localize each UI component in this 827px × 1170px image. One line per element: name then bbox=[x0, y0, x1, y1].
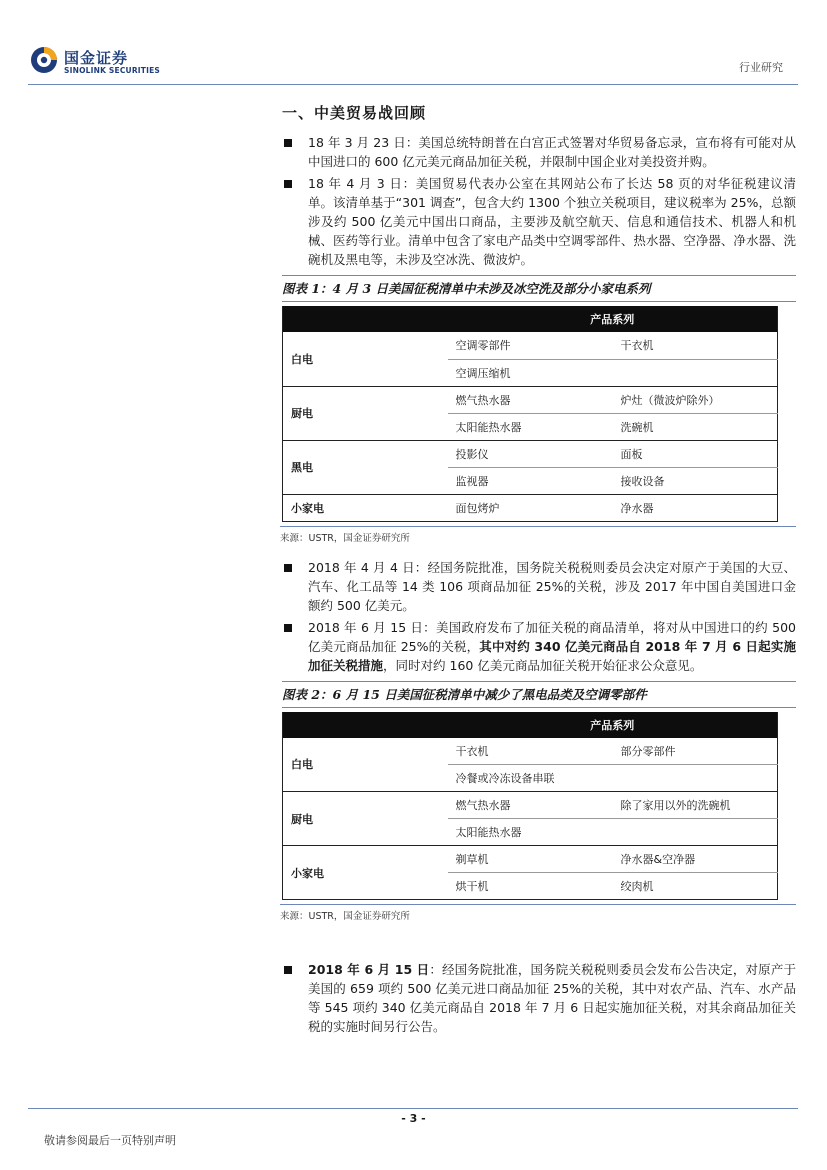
table-cell bbox=[613, 359, 778, 386]
table-row bbox=[283, 494, 778, 521]
table-cell: 面包烤炉 bbox=[448, 494, 613, 521]
category-cell: 厨电 bbox=[283, 792, 448, 846]
category-cell: 厨电 bbox=[283, 386, 448, 440]
logo-chinese-name: 国金证券 bbox=[64, 49, 129, 67]
table-row bbox=[283, 792, 778, 819]
figure-1-table bbox=[282, 306, 778, 522]
figure-2-table bbox=[282, 712, 778, 901]
bullet-item: 18 年 4 月 3 日：美国贸易代表办公室在其网站公布了长达 58 页的对华征税建议清单。该清单基于“301 调查”，包含大约 1300 个独立关税项目，建议税率为 25%，总额涉及约 500 亿美元中国出口商品，主要涉及航空航天、信息和通信技术、机器人和机械、医药等行业。清单中包含了家电产品类中空调零部件、热水器、空净器、净水器、洗碗机及黑电等，未涉及空冰洗、微波炉。 bbox=[282, 174, 796, 269]
bullet-text: ：经国务院批准，国务院关税税则委员会发布公告决定，对原产于美国的 659 项约 500 亿美元进口商品加征 25%的关税，其中对农产品、汽车、水产品等 545 项约 340 亿美元商品自 2018 年 7 月 6 日起实施加征关税，对其余商品加征关税的实施时间另行公告。 bbox=[308, 962, 796, 1034]
page-header bbox=[0, 0, 827, 92]
table-row bbox=[283, 386, 778, 413]
table-cell: 干衣机 bbox=[448, 738, 613, 765]
figure-2-source: 来源：USTR，国金证券研究所 bbox=[280, 904, 796, 922]
table-header-blank bbox=[283, 306, 448, 332]
table-cell bbox=[613, 819, 778, 846]
table-cell: 净水器 bbox=[613, 494, 778, 521]
disclaimer-note: 敬请参阅最后一页特别声明 bbox=[44, 1134, 176, 1147]
page-number: - 3 - bbox=[401, 1112, 426, 1125]
table-cell: 太阳能热水器 bbox=[448, 819, 613, 846]
table-cell: 投影仪 bbox=[448, 440, 613, 467]
table-cell: 燃气热水器 bbox=[448, 792, 613, 819]
table-cell: 洗碗机 bbox=[613, 413, 778, 440]
logo-english-name: SINOLINK SECURITIES bbox=[64, 66, 161, 75]
table-cell: 空调零部件 bbox=[448, 332, 613, 359]
table-cell: 炉灶（微波炉除外） bbox=[613, 386, 778, 413]
table-cell: 绞肉机 bbox=[613, 873, 778, 900]
bullet-item bbox=[282, 558, 796, 615]
bullet-item: 18 年 3 月 23 日：美国总统特朗普在白宫正式签署对华贸易备忘录，宣布将有可能对从中国进口的 600 亿元美元商品加征关税，并限制中国企业对美投资并购。 bbox=[282, 133, 796, 171]
category-cell: 小家电 bbox=[283, 846, 448, 900]
section-title: 一、中美贸易战回顾 bbox=[282, 104, 427, 122]
bullet-bold-text: 2018 年 6 月 15 日 bbox=[308, 962, 430, 977]
bullet-item bbox=[282, 618, 796, 675]
table-cell: 面板 bbox=[613, 440, 778, 467]
figure-2-title: 图表 2：6 月 15 日美国征税清单中减少了黑电品类及空调零部件 bbox=[282, 681, 796, 708]
bullet-item bbox=[282, 960, 796, 1036]
company-logo bbox=[30, 46, 170, 78]
table-cell: 剃草机 bbox=[448, 846, 613, 873]
bullet-bold-text: 其中对约 340 亿美元商品自 2018 年 7 月 6 日起实施加征关税措施 bbox=[308, 638, 796, 673]
table-row bbox=[283, 846, 778, 873]
table-row bbox=[283, 738, 778, 765]
report-type: 行业研究 bbox=[739, 61, 783, 74]
category-cell: 白电 bbox=[283, 332, 448, 386]
table-cell: 燃气热水器 bbox=[448, 386, 613, 413]
sinolink-logo-icon bbox=[30, 46, 58, 74]
table-cell: 净水器&空净器 bbox=[613, 846, 778, 873]
footer-divider bbox=[28, 1108, 798, 1109]
category-cell: 白电 bbox=[283, 738, 448, 792]
table-row bbox=[283, 440, 778, 467]
main-content bbox=[282, 100, 796, 1039]
table-cell: 监视器 bbox=[448, 467, 613, 494]
bullet-text: 2018 年 4 月 4 日：经国务院批准，国务院关税税则委员会决定对原产于美国的大豆、汽车、化工品等 14 类 106 项商品加征 25%的关税，涉及 2017 年中国自美国进口金额约 500 亿美元。 bbox=[308, 559, 796, 613]
table-row bbox=[283, 332, 778, 359]
table-cell: 部分零部件 bbox=[613, 738, 778, 765]
category-cell: 黑电 bbox=[283, 440, 448, 494]
table-cell bbox=[613, 765, 778, 792]
bullet-text: ，同时对约 160 亿美元商品加征关税开始征求公众意见。 bbox=[383, 657, 703, 673]
figure-1-title: 图表 1：4 月 3 日美国征税清单中未涉及冰空洗及部分小家电系列 bbox=[282, 275, 796, 302]
table-header-blank bbox=[283, 712, 448, 738]
category-cell: 小家电 bbox=[283, 494, 448, 521]
table-cell: 干衣机 bbox=[613, 332, 778, 359]
figure-1-source: 来源：USTR，国金证券研究所 bbox=[280, 526, 796, 544]
table-cell: 空调压缩机 bbox=[448, 359, 613, 386]
table-cell: 接收设备 bbox=[613, 467, 778, 494]
table-cell: 冷餐或冷冻设备串联 bbox=[448, 765, 613, 792]
bullet-text: 2018 年 6 月 15 日：美国政府发布了加征关税的商品清单，将对从中国进口的约 500 亿美元商品加征 25%的关税， bbox=[308, 619, 796, 654]
table-cell: 烘干机 bbox=[448, 873, 613, 900]
table-cell: 太阳能热水器 bbox=[448, 413, 613, 440]
table-header-product-series: 产品系列 bbox=[448, 306, 778, 332]
table-header-product-series: 产品系列 bbox=[448, 712, 778, 738]
header-divider bbox=[28, 84, 798, 85]
table-cell: 除了家用以外的洗碗机 bbox=[613, 792, 778, 819]
